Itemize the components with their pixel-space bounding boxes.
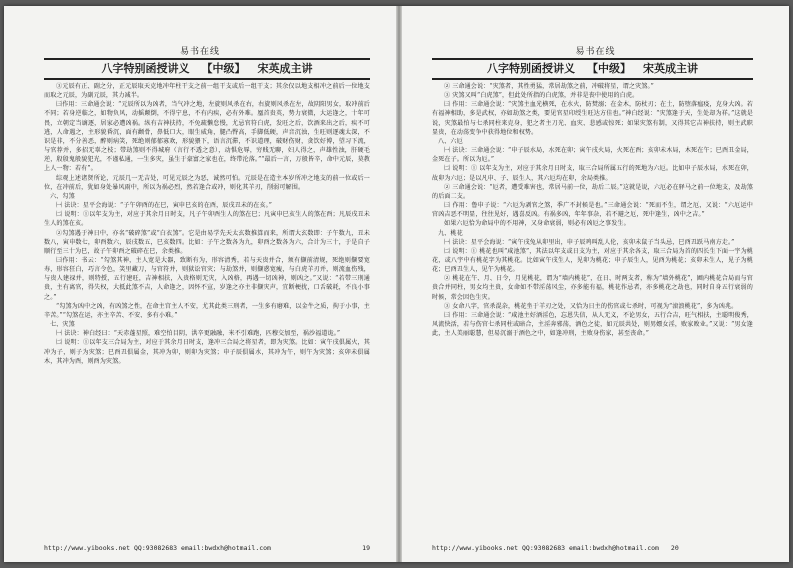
running-header: 易书在线 bbox=[575, 47, 616, 57]
paragraph: ㈡ 说明：① 桃花也叫“咸池煞”，其法以年支或日支为主，对应于其余各支，取三合局为首的四长生下面一宇为桃花，或八宇中有桃花字为其桃花。比如寅午戌生人，见卯为桃花；申子辰生人，见酉为桃花；亥卯未生人，见子为桃花；巳酉丑生人，见午为桃花。 bbox=[432, 247, 753, 274]
paragraph: ㈢作用：三命通会说：“元辰所以为凶者，当气冲之地，左旋则风杀在右，右旋则风杀在左，故阴阳男女，取冲前后不同；若身逆临之，如物负风，动摇颠倒，不得宁息，不有内疾，必有外难。凰首贵英，势力衰微，大运逢之，十年可畏，立朝定当谪逐，居家必遭凶祸。纵有吉神扶持，不免疏懒怠慢，尤忌官符白虎，发旺之后，饮酒来出之后，疾不可逃，人命遇之，主形貌昏沉，面有颧骨，鼻低口大，眼生威角，腿凸臀高，手脚低硬，声音沉浊，生旺则逐魂太深，不识是非，不分善恶，醉则病笑，死绝则郁郁寡欢，形貌猥下，语言沉滞，不识道理，破财伤财，贪饮好博，望习下流，与官荐并，多招无辜之枝；带劫煞则不得城府（言行不透之意），动惧危辱，穷贱无聊，妇人得之，声雄性浊，肝硬毛逆，殷殷鬼般貌犯光，不谨私通，一生多灾，虽生于豪富之家也在，终带沦落。”“最后一言，万般皆辛，命中元辰，莫教上人一物：若有”。 bbox=[44, 101, 370, 173]
section-heading: 七、灾煞 bbox=[50, 321, 75, 329]
footer-contact: http://www.yibooks.net QQ:93082683 email:bwdxh@hotmail.com bbox=[44, 544, 271, 552]
title-level: 【中级】 bbox=[587, 62, 631, 75]
paragraph: ③ 灾煞又叫“白虎煞”，但此处所指的白虎煞，并非是丧中使用的白虎。 bbox=[444, 92, 639, 100]
paragraph: “勾煞为凶中之凶，有凶煞之性，在命主宫主人不安，尤其此类三刑者，一生多有磨难，以金牛之质，拘于小事，主辛苦。”“勾煞在运，亦主辛苦、不安、多有小难。” bbox=[44, 302, 370, 319]
paragraph: 如果六厄恰为命局中的不用神，又身命衰弱，则必有凶厄之事发生。 bbox=[444, 220, 630, 228]
book-spread bbox=[4, 6, 789, 562]
page-body bbox=[432, 82, 753, 534]
title-series: 八字特别函授讲义 bbox=[101, 62, 190, 75]
paragraph: ㈡ 说明：①以年支为主，对应于其余月日时支，凡子午卯酉生人的煞在巳；凡寅申巳亥生人的煞在酉；凡辰戌丑未生人的煞在亥。 bbox=[44, 211, 370, 228]
page-number: 19 bbox=[362, 544, 370, 552]
footer-contact: http://www.yibooks.net QQ:93082683 email:bwdxh@hotmail.com bbox=[432, 544, 659, 552]
paragraph: ㈢作用：书云：“勾煞其神，主人宽是大器，致断有为，形容清秀，若与天贵并合，须有撷前清规，死绝则撷要宽寿，形容狂白，巧言令色，笑里藏刀，与官符并，则狱讼官灾；与劫煞并，则撷惑宽瘦，与白虎羊刃并，则流血伤残，与贵人建禄并，则特授，五行建旺，吉神相扶，入贵格则无灾，入凶格，再遇一切凶神，则凶之。”又说：“若带三刑通贵，主有离官，得失权，大抵此煞不吉，人命逢之，因怀不宣，岁逢之亦主非撷灾声，宜断梗扰，口舌破耗，不良小事之。” bbox=[44, 256, 370, 301]
left-page bbox=[4, 6, 396, 562]
title-author: 宋英成主讲 bbox=[257, 62, 313, 75]
section-heading: 六、勾煞 bbox=[50, 192, 75, 200]
section-heading: 八、六厄 bbox=[438, 137, 463, 145]
page-footer bbox=[432, 544, 753, 552]
paragraph: ㈡ 说明：① 以年支为主，对应于其余月日时支，取三合局所属五行的死地为六厄。比如申子辰水局，水死在卯，故卯为六厄；是以凡申、子、辰生人，其六厄均在卯，余局类推。 bbox=[432, 165, 753, 182]
page-title bbox=[44, 58, 370, 80]
running-header: 易书在线 bbox=[179, 47, 220, 57]
page-footer bbox=[44, 544, 370, 552]
page-number: 20 bbox=[670, 544, 679, 552]
paragraph: ㈢ 作用：鲁申子说：“六厄为剥官之煞，季广不封候是也。”三命通会说：“死而不生，谓之厄，又说：“六厄运中官凶吉恶不明显，往往见好，遇喜反凶。有祸多凶，年年事杂，若不避之厄，死中逢生，凶中之吉。” bbox=[432, 202, 753, 219]
paragraph: ③ 女命八字，官杀混杂，桃花坐于羊刃之处，又恰为日主的伤官或七杀时，可视为“滚浪桃花”，多为凶兆。 bbox=[444, 302, 738, 310]
paragraph: ② 三命通会说：“厄者，遭受难害也，常居马前一位，劫后二辰。”这就是说，六厄必在驿马之前一位地支，及劫煞的后面二支。 bbox=[432, 183, 753, 200]
paragraph: ㈢ 作用：三命通会说：“咸池主好酒淫色，忘恩失信，从人无义，不论男女，五行合吉，旺气相扶，主聪明俊秀，风流快活，若与伤官七杀同柱或暗合，主淫奔邪荡，酒色之徒，如元辰共处，则男嫖女淫，败家败业。”又说：“男女逢此，主人美丽聪慧，但易沉溺于酒色之中，如逢冲刑，主败身伤家，甚至丧命。” bbox=[432, 311, 753, 338]
page-title bbox=[432, 58, 753, 80]
paragraph: ②勾煞遇于神日中，亦名“破碎煞”或“白衣煞”。它是由易学先天太玄数推算而来，所谓大玄数即：子午数九，丑未数八，寅申数七，卯酉数六，辰戌数五，巳亥数四。比如：子午之数各为九，卯酉之数各为六，合计为三十，于是自子顺行至三十为巳，故子午卯酉之破碎在巳，余类推。 bbox=[44, 229, 370, 255]
page-body bbox=[44, 82, 370, 534]
title-level: 【中级】 bbox=[201, 62, 246, 75]
paragraph: ② 桃花在午、月、日令，月见桃花，谓为“墙内桃花”，在日、时两支者，称为“墙外桃花”，圃内桃花合局而与官贵合并同柱，男女均主贵，女命如不带淫荡风尘，亦多能有福，桃花作忌者，亦多桃花之劫也，同时自身五行衰弱的时候，常会因色生灾。 bbox=[432, 275, 753, 301]
paragraph: ㈠ 法诀：星平会海说：“寅午戌兔从卯里出，申子辰鸡叫乱人伦，亥卯未鼠子当头忌，巳酉丑跃马南方走。” bbox=[444, 238, 735, 246]
paragraph: ㈡ 说明：①以年支三合局为主，对应于其余月日时支，逢冲三合局之将星者，即为灾煞。比如：寅午戌俱属火，其冲为子，则子为灾煞；巳酉丑俱属金，其冲为卯，则卯为灾煞；申子辰俱属水，其冲为午，则午为灾煞；亥卯未俱属木，其冲为酉，则酉为灾煞。 bbox=[44, 339, 370, 365]
paragraph: ㈠ 法诀：神白经曰：“天赤蓬星照，难空怕目阴，洪辛更融融，米不引难跑，匹穆交加至，祸沙福道诡。” bbox=[56, 330, 341, 338]
title-series: 八字特别函授讲义 bbox=[487, 62, 575, 75]
paragraph: ㈠ 法诀：三命通会说：“申子辰水局，水死在卯；寅午戌火局，火死在酉；亥卯未木局，木死在午；巳酉丑金局，金死在子。所以为厄。” bbox=[432, 147, 753, 164]
paragraph: 综观上述诸贤所论，元辰几一无吉处，可见元辰之为恶，诚然可怕。元辰是在造主本岁所冲之地支的前一位或后一位，在冲前后，犹如身处暴风雨中，所以为祸必烈，然若逢合或冲，则化其羊刃，削弱可解围。 bbox=[44, 174, 370, 191]
paragraph: ③元辰有正、副之分，正元辰取天克地冲年柱干支之前一组干支或后一组干支；其余仅以地支相冲之前后一位地支而取之元辰，为副元辰，其力减半。 bbox=[44, 83, 370, 100]
title-author: 宋英成主讲 bbox=[643, 62, 698, 75]
paragraph: ㈠ 法诀：星平会海说：“子午卯酉的在巳，寅申巳亥的在酉，辰戌丑未的在亥。” bbox=[56, 202, 273, 210]
section-heading: 九、桃花 bbox=[438, 229, 463, 237]
right-page bbox=[402, 6, 789, 562]
paragraph: ㈢ 作用：三命通会说：“灾煞主血光横死，在水火，防焚溺；在金木，防杖刃；在土，防堕落瘟疫，克身大凶。若有福神相助，多是武权，亦如劫煞之类，要见官星印绶生旺达方佳也。”神白经说：“灾煞逢于天，生处却为祥。”这就是说，灾煞最怕与七杀同柱来克身，犯之者主刀光、血灾、悲感或惊死；如果灾煞有制，又得其它吉神扶持，则主武职显贵，在动荡变争中获得地位和权势。 bbox=[432, 101, 753, 136]
paragraph: ② 三命通会说：“灾煞者，其性勇猛，常居劫煞之前，冲破将星，谓之灾煞。” bbox=[444, 83, 654, 90]
